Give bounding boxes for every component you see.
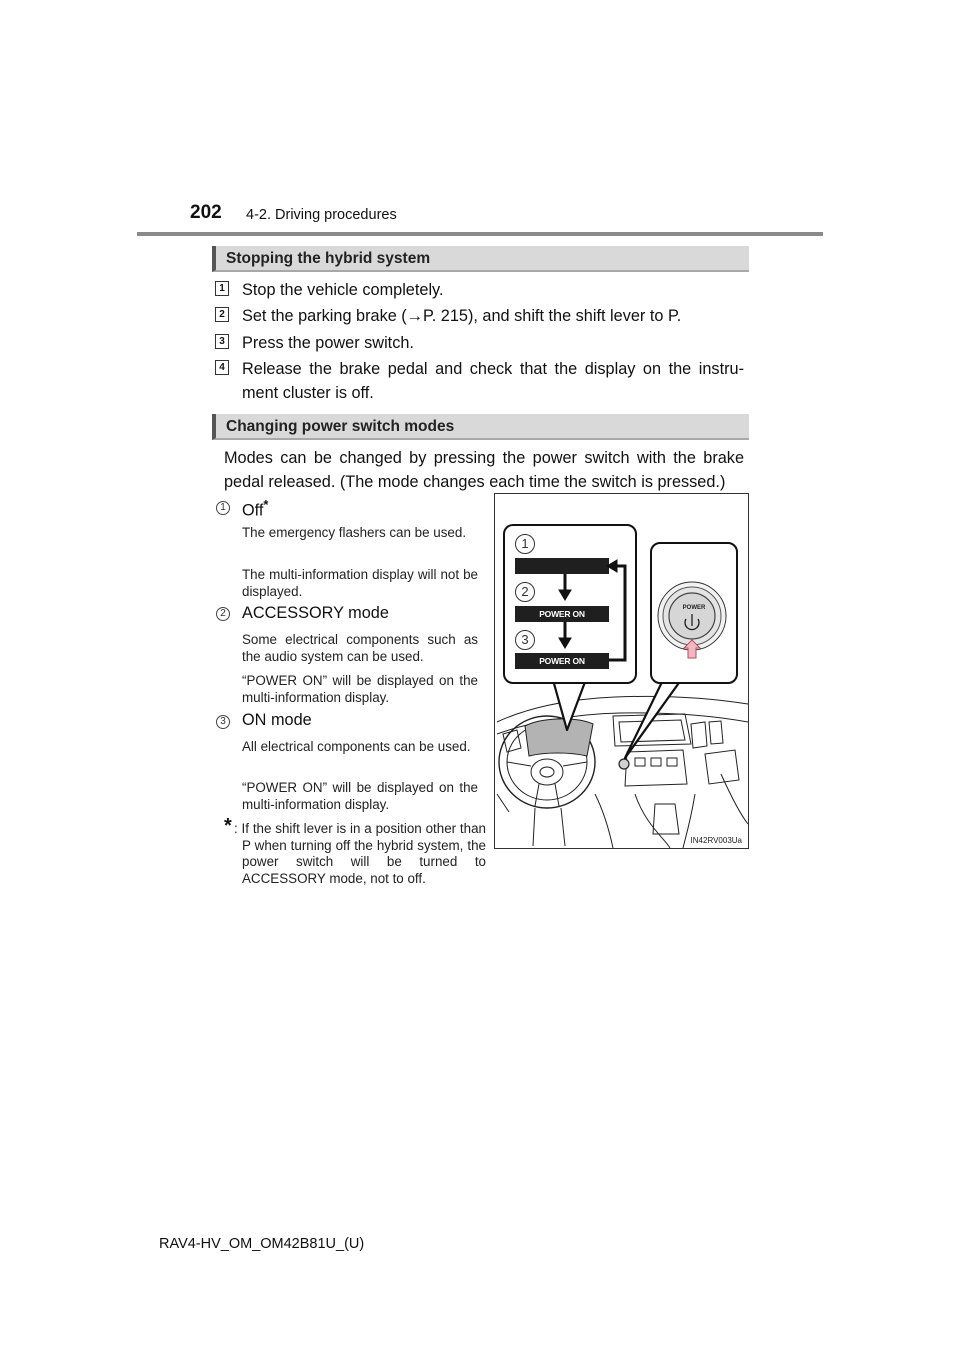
panel-marker-2: 2 — [515, 582, 535, 602]
mode-cycle-arrows — [503, 524, 633, 680]
power-button-label: POWER — [682, 605, 706, 611]
heading-changing-text: Changing power switch modes — [226, 418, 455, 435]
power-switch-figure — [494, 493, 749, 849]
step-4-line1: Release the brake pedal and check that the display on the instru- — [242, 360, 744, 378]
page-number: 202 — [190, 202, 222, 223]
power-switch-closeup — [650, 542, 734, 680]
heading-changing — [212, 414, 749, 440]
display-accessory-bar: POWER ON — [515, 606, 609, 622]
step-4-line2: ment cluster is off. — [242, 384, 374, 402]
mode-1-number: 1 — [216, 501, 230, 515]
step-number-4: 4 — [215, 360, 229, 375]
mode-2-desc-1: Some electrical components such as the audio system can be used. — [242, 632, 478, 664]
step-number-2: 2 — [215, 307, 229, 322]
mode-1-title — [242, 497, 268, 520]
mode-3-title: ON mode — [242, 711, 312, 729]
mode-3-number: 3 — [216, 715, 230, 729]
section-title: 4-2. Driving procedures — [246, 207, 397, 223]
panel-marker-3: 3 — [515, 630, 535, 650]
footnote-mark: * — [224, 815, 232, 837]
mode-1-desc-1: The emergency flashers can be used. — [242, 525, 467, 540]
figure-code: IN42RV003Ua — [690, 836, 742, 845]
mode-2-title: ACCESSORY mode — [242, 604, 389, 622]
step-2-text: Set the parking brake (→P. 215), and shift the shift lever to P. — [242, 307, 682, 325]
changing-intro: Modes can be changed by pressing the power switch with the brake pedal released. (The mode changes each time the switch is pressed.) — [224, 449, 744, 491]
mode-2-number: 2 — [216, 607, 230, 621]
mode-1-desc-2: The multi-information display will not be displayed. — [242, 567, 478, 599]
mode-3-desc-2: “POWER ON” will be displayed on the multi-information display. — [242, 780, 478, 812]
step-3-text: Press the power switch. — [242, 334, 414, 352]
step-number-3: 3 — [215, 334, 229, 349]
display-on-bar: POWER ON — [515, 653, 609, 669]
footnote-text: : If the shift lever is in a position other than P when turning off the hybrid system, the power switch will be turned to ACCESSORY mode, not to off. — [234, 821, 486, 886]
mode-1-asterisk: * — [263, 497, 269, 512]
header-rule — [137, 232, 823, 236]
mode-2-desc-2: “POWER ON” will be displayed on the multi-information display. — [242, 673, 478, 705]
heading-stopping-text: Stopping the hybrid system — [226, 250, 431, 267]
panel-marker-1: 1 — [515, 534, 535, 554]
mode-1-title-text: Off — [242, 501, 264, 520]
mode-display-panel — [503, 524, 637, 684]
power-switch-panel — [650, 542, 738, 684]
step-number-1: 1 — [215, 281, 229, 296]
mode-3-desc-1: All electrical components can be used. — [242, 739, 471, 754]
step-1-text: Stop the vehicle completely. — [242, 281, 444, 299]
heading-stopping — [212, 246, 749, 272]
document-code-footer: RAV4-HV_OM_OM42B81U_(U) — [159, 1236, 365, 1252]
